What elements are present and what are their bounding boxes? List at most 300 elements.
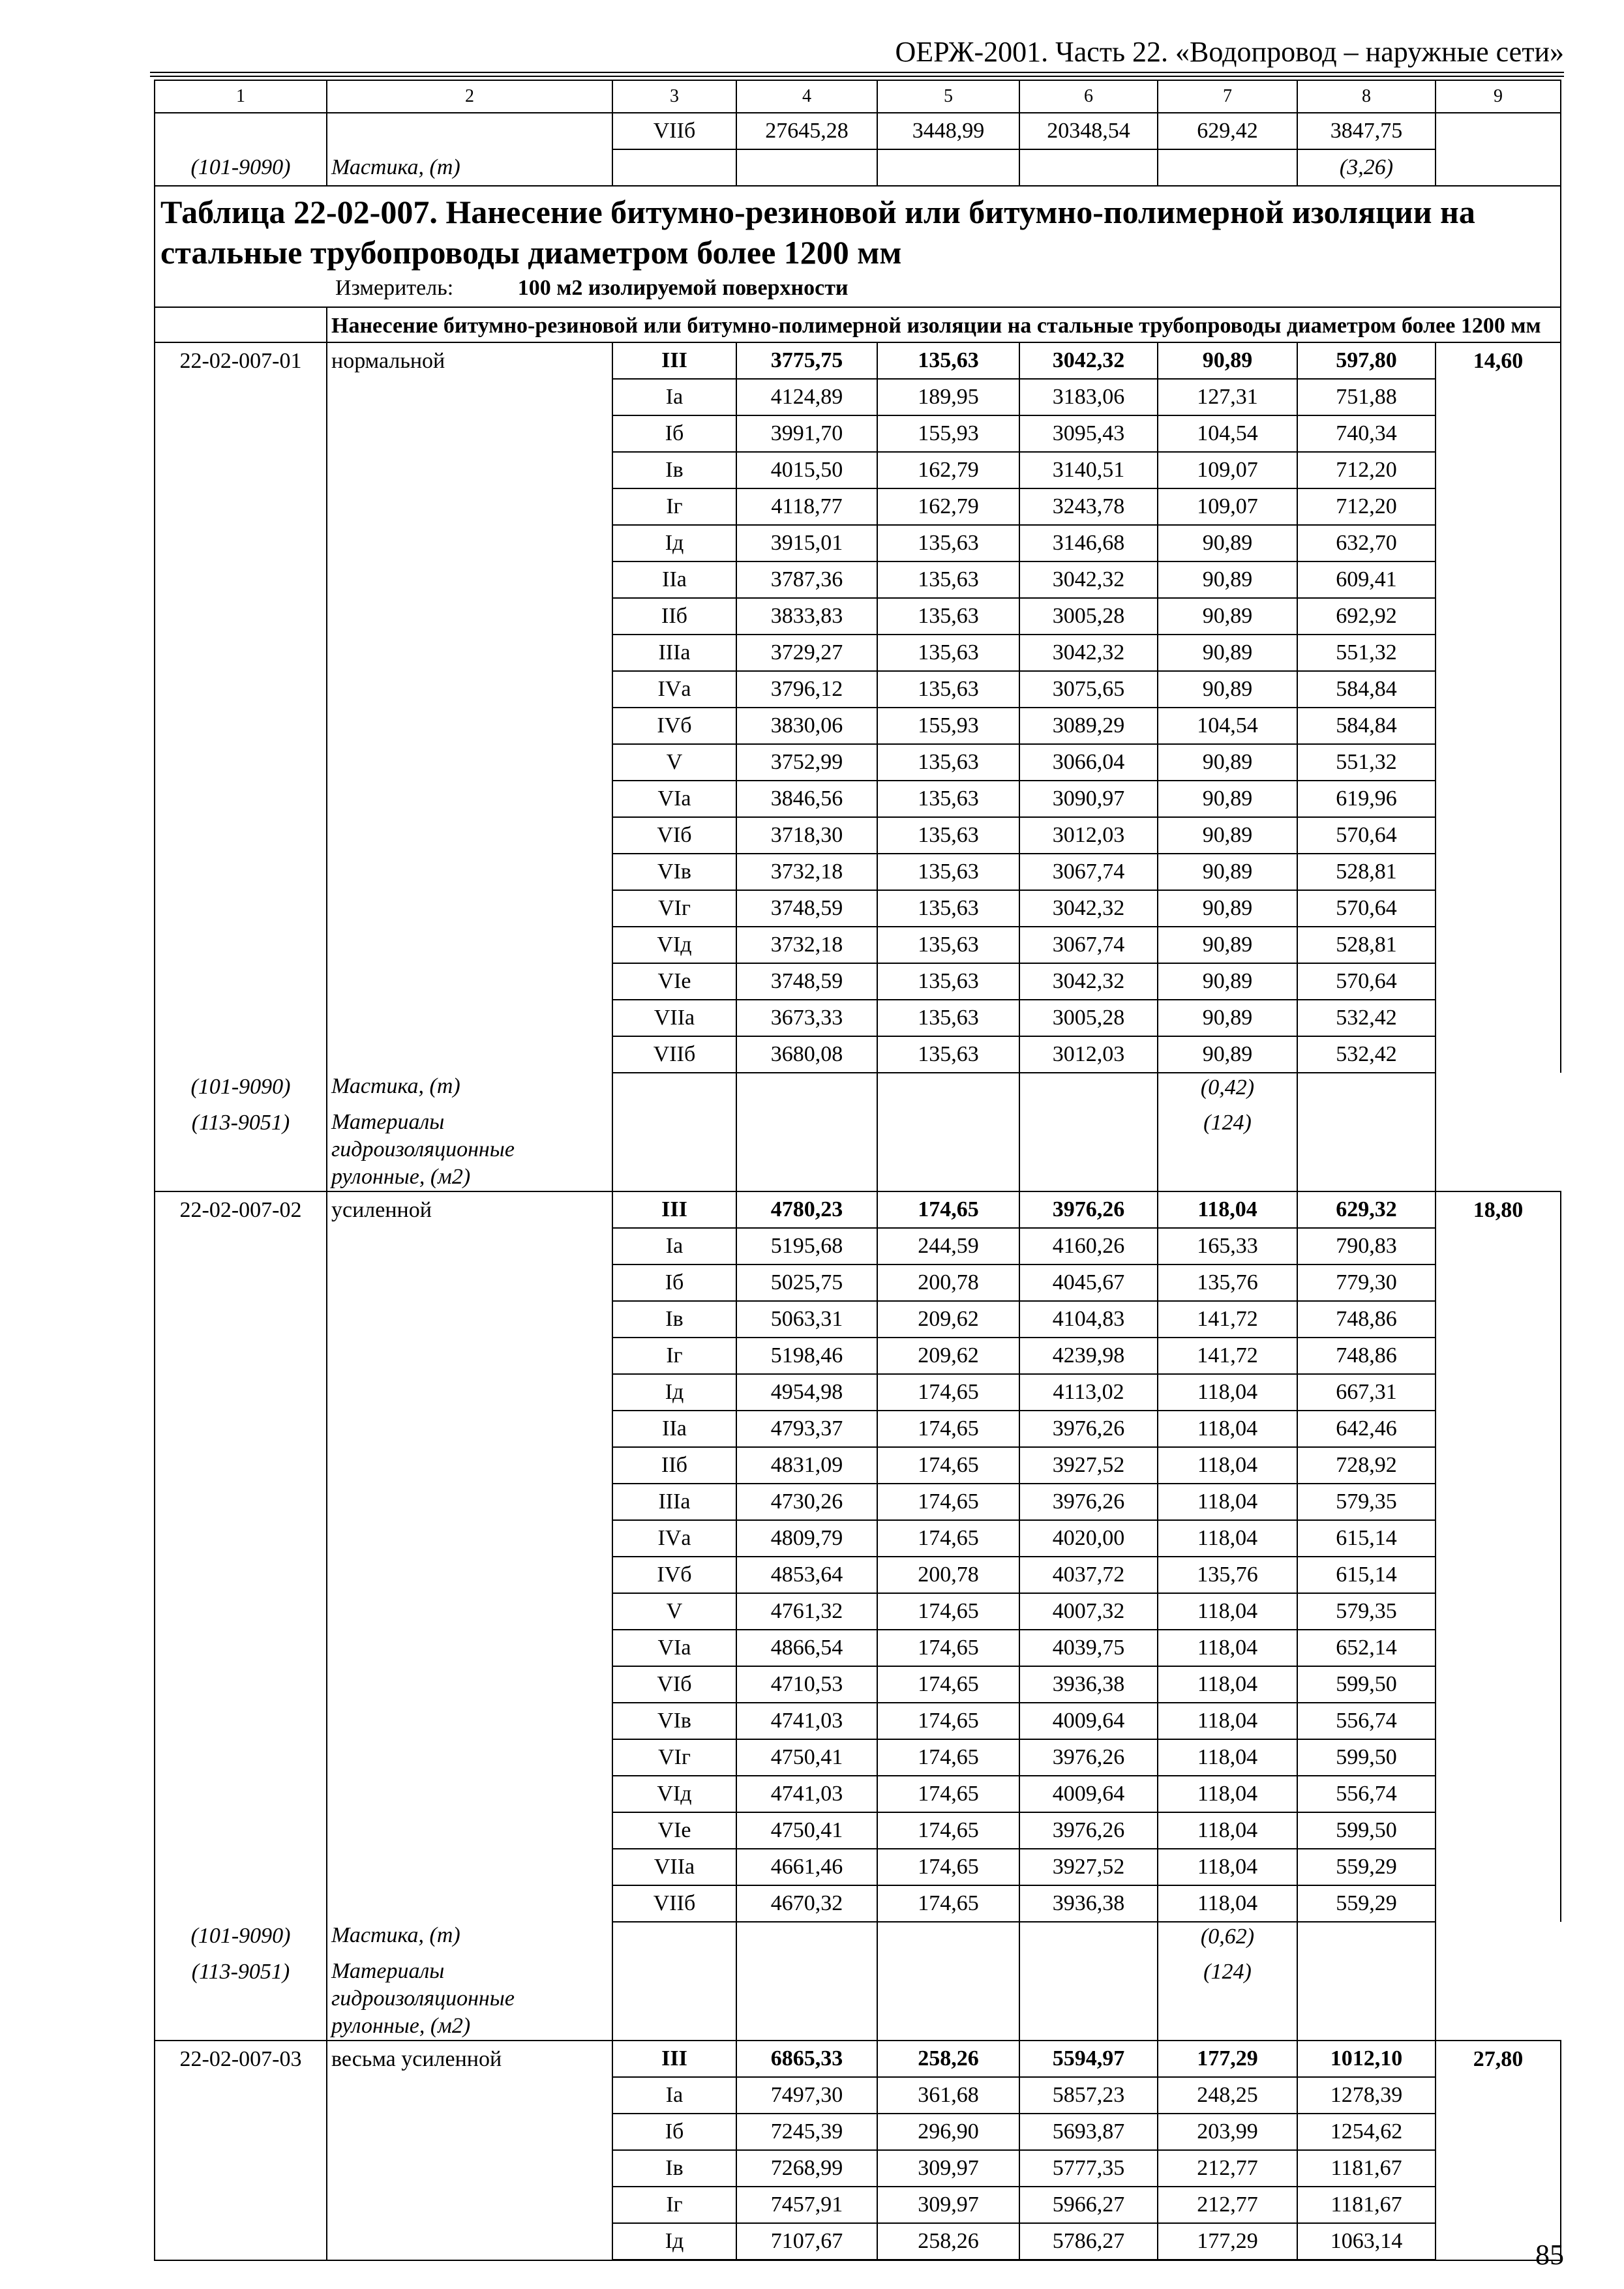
machinist-wages-cell: 177,29: [1158, 2041, 1297, 2077]
class-cell: IVа: [612, 671, 736, 708]
materials-cell: 532,42: [1297, 1000, 1436, 1036]
machinist-wages-cell: 212,77: [1158, 2187, 1297, 2223]
machines-cell: 5966,27: [1019, 2187, 1158, 2223]
machines-cell: 3183,06: [1019, 379, 1158, 415]
machinist-wages-cell: 127,31: [1158, 379, 1297, 415]
wages-cell: 135,63: [877, 525, 1019, 561]
resource-name: Материалы гидроизоляционные рулонные, (м2): [327, 1109, 612, 1191]
direct-cost-cell: 4853,64: [736, 1557, 877, 1593]
materials-cell: 1278,39: [1297, 2077, 1436, 2114]
resource-code: (113-9051): [155, 1109, 327, 1191]
machines-cell: 5693,87: [1019, 2114, 1158, 2150]
materials-cell: 528,81: [1297, 927, 1436, 963]
machinist-wages-cell: 118,04: [1158, 1812, 1297, 1849]
machines-cell: 3042,32: [1019, 342, 1158, 379]
wages-cell: 174,65: [877, 1484, 1019, 1520]
machinist-wages-cell: 90,89: [1158, 927, 1297, 963]
class-cell: IIа: [612, 1411, 736, 1447]
direct-cost-cell: 4866,54: [736, 1630, 877, 1666]
class-cell: VIе: [612, 963, 736, 1000]
labor-cell: 14,60: [1436, 342, 1561, 379]
direct-cost-cell: 3729,27: [736, 635, 877, 671]
wages-cell: 174,65: [877, 1666, 1019, 1703]
machinist-wages-cell: 118,04: [1158, 1739, 1297, 1776]
class-cell: Iг: [612, 2187, 736, 2223]
table-row: [155, 1191, 1561, 1228]
direct-cost-cell: 4741,03: [736, 1703, 877, 1739]
resource-name: Материалы гидроизоляционные рулонные, (м2): [327, 1958, 612, 2041]
direct-cost-cell: 4954,98: [736, 1374, 877, 1411]
machinist-wages-cell: 90,89: [1158, 342, 1297, 379]
machinist-wages-cell: 177,29: [1158, 2223, 1297, 2260]
direct-cost-cell: 27645,28: [736, 113, 877, 149]
machines-cell: 5786,27: [1019, 2223, 1158, 2260]
machinist-wages-cell: 135,76: [1158, 1557, 1297, 1593]
header-rule-second: [150, 76, 1564, 77]
wages-cell: 162,79: [877, 488, 1019, 525]
machinist-wages-cell: 118,04: [1158, 1849, 1297, 1885]
direct-cost-cell: 3732,18: [736, 927, 877, 963]
machinist-wages-cell: 118,04: [1158, 1484, 1297, 1520]
class-cell: III: [612, 2041, 736, 2077]
machinist-wages-cell: 90,89: [1158, 1000, 1297, 1036]
wages-cell: 189,95: [877, 379, 1019, 415]
direct-cost-cell: 4661,46: [736, 1849, 877, 1885]
machinist-wages-cell: 90,89: [1158, 671, 1297, 708]
column-number-row: [155, 80, 1561, 113]
direct-cost-cell: 4124,89: [736, 379, 877, 415]
class-cell: VIд: [612, 1776, 736, 1812]
wages-cell: 209,62: [877, 1338, 1019, 1374]
subtitle-spacer: [155, 307, 327, 342]
materials-cell: 652,14: [1297, 1630, 1436, 1666]
machinist-wages-cell: 118,04: [1158, 1593, 1297, 1630]
wages-cell: 174,65: [877, 1776, 1019, 1812]
machinist-wages-cell: 90,89: [1158, 963, 1297, 1000]
wages-cell: 244,59: [877, 1228, 1019, 1264]
wages-cell: 135,63: [877, 671, 1019, 708]
direct-cost-cell: 3787,36: [736, 561, 877, 598]
resource-row: [155, 1958, 1561, 2041]
materials-cell: 559,29: [1297, 1849, 1436, 1885]
wages-cell: 200,78: [877, 1264, 1019, 1301]
materials-cell: 599,50: [1297, 1666, 1436, 1703]
materials-cell: 728,92: [1297, 1447, 1436, 1484]
class-cell: VIб: [612, 817, 736, 854]
direct-cost-cell: 4670,32: [736, 1885, 877, 1922]
wages-cell: 209,62: [877, 1301, 1019, 1338]
table-row: [155, 1630, 1561, 1666]
direct-cost-cell: 7268,99: [736, 2150, 877, 2187]
column-number: 3: [612, 80, 736, 113]
materials-cell: 579,35: [1297, 1593, 1436, 1630]
materials-cell: 551,32: [1297, 744, 1436, 781]
wages-cell: 174,65: [877, 1411, 1019, 1447]
direct-cost-cell: 3673,33: [736, 1000, 877, 1036]
materials-cell: 570,64: [1297, 817, 1436, 854]
machinist-wages-cell: 118,04: [1158, 1447, 1297, 1484]
rate-name: нормальной: [327, 342, 612, 379]
machines-cell: 4160,26: [1019, 1228, 1158, 1264]
materials-cell: 629,32: [1297, 1191, 1436, 1228]
table-row: [155, 708, 1561, 744]
machines-cell: 3012,03: [1019, 1036, 1158, 1073]
direct-cost-cell: 3680,08: [736, 1036, 877, 1073]
wages-cell: 135,63: [877, 890, 1019, 927]
table-row: [155, 2114, 1561, 2150]
direct-cost-cell: 4741,03: [736, 1776, 877, 1812]
materials-cell: 579,35: [1297, 1484, 1436, 1520]
wages-cell: 174,65: [877, 1849, 1019, 1885]
machines-cell: 4104,83: [1019, 1301, 1158, 1338]
materials-cell: 619,96: [1297, 781, 1436, 817]
wages-cell: 200,78: [877, 1557, 1019, 1593]
machines-cell: 3042,32: [1019, 561, 1158, 598]
table-row: [155, 2041, 1561, 2077]
table-row: [155, 561, 1561, 598]
table-row: [155, 525, 1561, 561]
rate-name: весьма усиленной: [327, 2041, 612, 2077]
machines-cell: 4007,32: [1019, 1593, 1158, 1630]
direct-cost-cell: 3991,70: [736, 415, 877, 452]
class-cell: VIг: [612, 890, 736, 927]
table-row: [155, 2150, 1561, 2187]
class-cell: IIб: [612, 598, 736, 635]
column-number: 1: [155, 80, 327, 113]
machinist-wages-cell: 203,99: [1158, 2114, 1297, 2150]
materials-cell: 712,20: [1297, 452, 1436, 488]
carryover-code-cell: [155, 113, 327, 149]
materials-cell: 556,74: [1297, 1703, 1436, 1739]
direct-cost-cell: 4809,79: [736, 1520, 877, 1557]
table-row: [155, 1703, 1561, 1739]
carryover-row: [155, 113, 1561, 149]
machines-cell: 4239,98: [1019, 1338, 1158, 1374]
wages-cell: 309,97: [877, 2187, 1019, 2223]
resource-code: (113-9051): [155, 1958, 327, 2041]
table-row: [155, 342, 1561, 379]
machinist-wages-cell: 90,89: [1158, 781, 1297, 817]
table-row: [155, 2077, 1561, 2114]
wages-cell: 258,26: [877, 2223, 1019, 2260]
machines-cell: 3095,43: [1019, 415, 1158, 452]
wages-cell: 174,65: [877, 1885, 1019, 1922]
wages-cell: 174,65: [877, 1191, 1019, 1228]
wages-cell: 258,26: [877, 2041, 1019, 2077]
machines-cell: 3012,03: [1019, 817, 1158, 854]
table-row: [155, 781, 1561, 817]
class-cell: Iа: [612, 1228, 736, 1264]
direct-cost-cell: 4831,09: [736, 1447, 877, 1484]
direct-cost-cell: 3732,18: [736, 854, 877, 890]
direct-cost-cell: 4118,77: [736, 488, 877, 525]
class-cell: VIа: [612, 781, 736, 817]
resource-name: Мастика, (т): [327, 1073, 612, 1109]
table-title: Таблица 22-02-007. Нанесение битумно-резиновой или битумно-полимерной изоляции на стальные трубопроводы диаметром более 1200 мм: [160, 194, 1475, 271]
table-row: [155, 379, 1561, 415]
materials-cell: 1254,62: [1297, 2114, 1436, 2150]
class-cell: Iв: [612, 2150, 736, 2187]
page-number: 85: [1535, 2239, 1564, 2271]
class-cell: VIIа: [612, 1000, 736, 1036]
table-row: [155, 1593, 1561, 1630]
labor-cell: 27,80: [1436, 2041, 1561, 2077]
direct-cost-cell: 3833,83: [736, 598, 877, 635]
wages-cell: 155,93: [877, 415, 1019, 452]
wages-cell: 135,63: [877, 781, 1019, 817]
materials-cell: 1181,67: [1297, 2150, 1436, 2187]
machinist-wages-cell: 118,04: [1158, 1520, 1297, 1557]
machines-cell: 3042,32: [1019, 963, 1158, 1000]
table-row: [155, 2187, 1561, 2223]
labor-cell: 18,80: [1436, 1191, 1561, 1228]
wages-cell: 135,63: [877, 744, 1019, 781]
wages-cell: 155,93: [877, 708, 1019, 744]
direct-cost-cell: 3718,30: [736, 817, 877, 854]
table-row: [155, 415, 1561, 452]
direct-cost-cell: 3846,56: [736, 781, 877, 817]
materials-cell: 584,84: [1297, 708, 1436, 744]
machines-cell: 4020,00: [1019, 1520, 1158, 1557]
wages-cell: 135,63: [877, 927, 1019, 963]
machines-cell: 3936,38: [1019, 1666, 1158, 1703]
materials-cell: 570,64: [1297, 963, 1436, 1000]
wages-cell: 135,63: [877, 817, 1019, 854]
class-cell: Iд: [612, 1374, 736, 1411]
resource-row: [155, 1922, 1561, 1958]
machines-cell: 3976,26: [1019, 1739, 1158, 1776]
machines-cell: 3089,29: [1019, 708, 1158, 744]
machines-cell: 3976,26: [1019, 1484, 1158, 1520]
machines-cell: 5857,23: [1019, 2077, 1158, 2114]
class-cell: VIв: [612, 1703, 736, 1739]
class-cell: IIIа: [612, 1484, 736, 1520]
table-row: [155, 817, 1561, 854]
machinist-wages-cell: 109,07: [1158, 488, 1297, 525]
table-row: [155, 1776, 1561, 1812]
class-cell: Iг: [612, 1338, 736, 1374]
machines-cell: 4009,64: [1019, 1703, 1158, 1739]
machines-cell: 4009,64: [1019, 1776, 1158, 1812]
class-cell: IIб: [612, 1447, 736, 1484]
table-row: [155, 2223, 1561, 2260]
class-cell: V: [612, 744, 736, 781]
wages-cell: 174,65: [877, 1447, 1019, 1484]
machines-cell: 3976,26: [1019, 1191, 1158, 1228]
class-cell: VIд: [612, 927, 736, 963]
materials-cell: 528,81: [1297, 854, 1436, 890]
rates-table: [154, 80, 1561, 2260]
machinist-wages-cell: 118,04: [1158, 1703, 1297, 1739]
direct-cost-cell: 6865,33: [736, 2041, 877, 2077]
class-cell: VIа: [612, 1630, 736, 1666]
direct-cost-cell: 7107,67: [736, 2223, 877, 2260]
class-cell: VIг: [612, 1739, 736, 1776]
table-row: [155, 1000, 1561, 1036]
meter-value: 100 м2 изолируемой поверхности: [517, 276, 849, 300]
materials-cell: 3847,75: [1297, 113, 1436, 149]
class-cell: Iб: [612, 2114, 736, 2150]
machines-cell: 4037,72: [1019, 1557, 1158, 1593]
machines-cell: 3243,78: [1019, 488, 1158, 525]
table-row: [155, 1520, 1561, 1557]
direct-cost-cell: 5063,31: [736, 1301, 877, 1338]
machinist-wages-cell: 118,04: [1158, 1630, 1297, 1666]
direct-cost-cell: 4710,53: [736, 1666, 877, 1703]
class-cell: Iб: [612, 415, 736, 452]
direct-cost-cell: 3915,01: [736, 525, 877, 561]
machinist-wages-cell: 141,72: [1158, 1301, 1297, 1338]
table-bottom-rule: [154, 2260, 1560, 2261]
resource-row: [155, 1073, 1561, 1109]
column-number: 4: [736, 80, 877, 113]
class-cell: VIIб: [612, 1036, 736, 1073]
meter-label: Измеритель:: [335, 276, 454, 300]
machines-cell: 3976,26: [1019, 1411, 1158, 1447]
materials-cell: 1181,67: [1297, 2187, 1436, 2223]
materials-cell: 748,86: [1297, 1301, 1436, 1338]
header-rule: [150, 72, 1564, 73]
class-cell: Iа: [612, 379, 736, 415]
table-row: [155, 1411, 1561, 1447]
wages-cell: 174,65: [877, 1812, 1019, 1849]
direct-cost-cell: 4730,26: [736, 1484, 877, 1520]
machinist-wages-cell: 165,33: [1158, 1228, 1297, 1264]
materials-cell: 712,20: [1297, 488, 1436, 525]
machinist-wages-cell: 118,04: [1158, 1374, 1297, 1411]
direct-cost-cell: 4750,41: [736, 1812, 877, 1849]
class-cell: VIе: [612, 1812, 736, 1849]
materials-cell: 609,41: [1297, 561, 1436, 598]
class-cell: IVа: [612, 1520, 736, 1557]
resource-code: (101-9090): [155, 1073, 327, 1109]
direct-cost-cell: 3748,59: [736, 890, 877, 927]
direct-cost-cell: 4015,50: [736, 452, 877, 488]
machines-cell: 3067,74: [1019, 854, 1158, 890]
class-cell: VIIа: [612, 1849, 736, 1885]
machinist-wages-cell: 118,04: [1158, 1191, 1297, 1228]
wages-cell: 135,63: [877, 854, 1019, 890]
materials-cell: 599,50: [1297, 1739, 1436, 1776]
table-row: [155, 1447, 1561, 1484]
wages-cell: 174,65: [877, 1520, 1019, 1557]
materials-cell: 692,92: [1297, 598, 1436, 635]
machines-cell: 3042,32: [1019, 635, 1158, 671]
column-number: 5: [877, 80, 1019, 113]
wages-cell: 174,65: [877, 1374, 1019, 1411]
carryover-resource-row: [155, 149, 1561, 186]
machines-cell: 3075,65: [1019, 671, 1158, 708]
machines-cell: 5594,97: [1019, 2041, 1158, 2077]
class-cell: VIб: [612, 1666, 736, 1703]
direct-cost-cell: 7497,30: [736, 2077, 877, 2114]
wages-cell: 3448,99: [877, 113, 1019, 149]
resource-value: (124): [1158, 1958, 1297, 2041]
table-row: [155, 1228, 1561, 1264]
machinist-wages-cell: 141,72: [1158, 1338, 1297, 1374]
materials-cell: 551,32: [1297, 635, 1436, 671]
wages-cell: 162,79: [877, 452, 1019, 488]
class-cell: VIIб: [612, 113, 736, 149]
wages-cell: 361,68: [877, 2077, 1019, 2114]
class-cell: V: [612, 1593, 736, 1630]
machinist-wages-cell: 212,77: [1158, 2150, 1297, 2187]
machines-cell: 3146,68: [1019, 525, 1158, 561]
column-number: 2: [327, 80, 612, 113]
machines-cell: 3927,52: [1019, 1849, 1158, 1885]
carryover-name-cell: [327, 113, 612, 149]
resource-value: (0,42): [1158, 1073, 1297, 1109]
machines-cell: 3927,52: [1019, 1447, 1158, 1484]
materials-cell: 615,14: [1297, 1520, 1436, 1557]
table-row: [155, 452, 1561, 488]
rate-name: усиленной: [327, 1191, 612, 1228]
table-row: [155, 744, 1561, 781]
resource-code: (101-9090): [155, 149, 327, 186]
wages-cell: 135,63: [877, 963, 1019, 1000]
column-number: 9: [1436, 80, 1561, 113]
materials-cell: 597,80: [1297, 342, 1436, 379]
materials-cell: 779,30: [1297, 1264, 1436, 1301]
wages-cell: 135,63: [877, 1036, 1019, 1073]
machinist-wages-cell: 90,89: [1158, 817, 1297, 854]
machinist-wages-cell: 104,54: [1158, 708, 1297, 744]
materials-cell: 570,64: [1297, 890, 1436, 927]
machinist-wages-cell: 118,04: [1158, 1666, 1297, 1703]
table-row: [155, 1036, 1561, 1073]
machinist-wages-cell: 135,76: [1158, 1264, 1297, 1301]
wages-cell: 135,63: [877, 635, 1019, 671]
meter-line: [160, 273, 1556, 304]
table-row: [155, 598, 1561, 635]
machines-cell: 3042,32: [1019, 890, 1158, 927]
direct-cost-cell: 3752,99: [736, 744, 877, 781]
rates-table-body: [155, 80, 1561, 2260]
direct-cost-cell: 7245,39: [736, 2114, 877, 2150]
materials-cell: 615,14: [1297, 1557, 1436, 1593]
machinist-wages-cell: 90,89: [1158, 525, 1297, 561]
class-cell: IVб: [612, 1557, 736, 1593]
materials-cell: 559,29: [1297, 1885, 1436, 1922]
machines-cell: 3936,38: [1019, 1885, 1158, 1922]
rate-code: 22-02-007-03: [155, 2041, 327, 2077]
wages-cell: 135,63: [877, 342, 1019, 379]
machines-cell: 4039,75: [1019, 1630, 1158, 1666]
class-cell: Iв: [612, 452, 736, 488]
table-row: [155, 1264, 1561, 1301]
materials-cell: 599,50: [1297, 1812, 1436, 1849]
table-row: [155, 1374, 1561, 1411]
machinist-wages-cell: 104,54: [1158, 415, 1297, 452]
direct-cost-cell: 4793,37: [736, 1411, 877, 1447]
direct-cost-cell: 4761,32: [736, 1593, 877, 1630]
wages-cell: 174,65: [877, 1703, 1019, 1739]
class-cell: IVб: [612, 708, 736, 744]
class-cell: III: [612, 342, 736, 379]
materials-cell: 1063,14: [1297, 2223, 1436, 2260]
table-title-row: [155, 186, 1561, 307]
machines-cell: 3005,28: [1019, 598, 1158, 635]
wages-cell: 135,63: [877, 1000, 1019, 1036]
table-title-cell: [155, 186, 1561, 307]
class-cell: Iа: [612, 2077, 736, 2114]
resource-code: (101-9090): [155, 1922, 327, 1958]
direct-cost-cell: 5195,68: [736, 1228, 877, 1264]
materials-cell: 556,74: [1297, 1776, 1436, 1812]
direct-cost-cell: 3830,06: [736, 708, 877, 744]
resource-value: (124): [1158, 1109, 1297, 1191]
table-row: [155, 671, 1561, 708]
